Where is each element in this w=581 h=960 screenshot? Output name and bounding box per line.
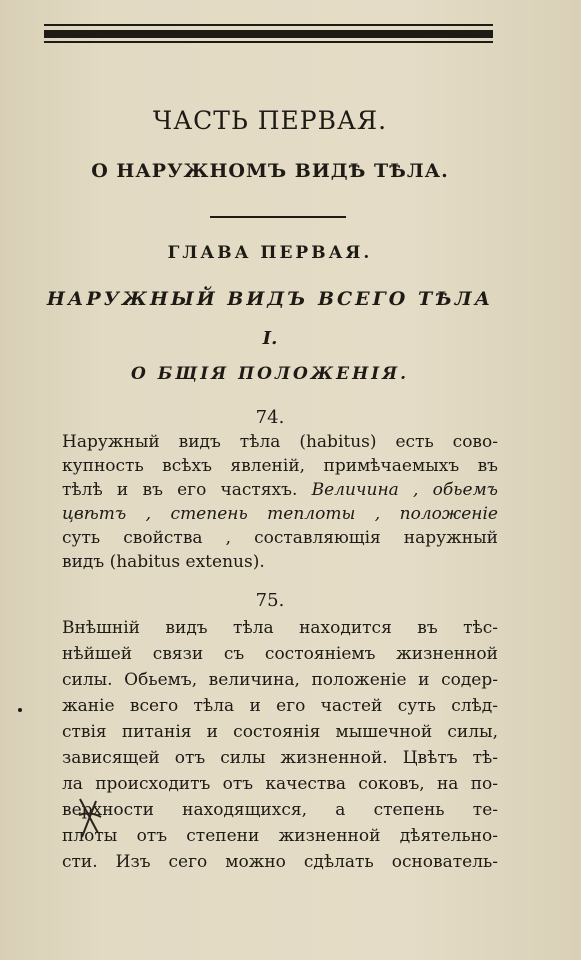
text-line: видъ (habitus extenus). bbox=[62, 552, 265, 572]
text-line: сти. Изъ сего можно сдѣлать основатель- bbox=[62, 852, 498, 872]
text-line: силы. Обьемъ, величина, положеніе и содер- bbox=[62, 670, 498, 690]
paragraph-75 bbox=[62, 615, 498, 875]
margin-dot bbox=[18, 708, 22, 712]
text-line bbox=[62, 502, 498, 526]
text-line: купность всѣхъ явленій, примѣчаемыхъ въ bbox=[62, 456, 498, 476]
part-subtitle: О НАРУЖНОМЪ ВИДѢ ТѢЛА. bbox=[91, 160, 449, 182]
text-run: тѣлѣ и въ его частяхъ. bbox=[62, 480, 312, 500]
text-line: зависящей отъ силы жизненной. Цвѣтъ тѣ- bbox=[62, 748, 498, 768]
paragraph-number: 75. bbox=[255, 590, 285, 611]
paragraph-number: 74. bbox=[255, 407, 285, 428]
text-line: жаніе всего тѣла и его частей суть слѣд- bbox=[62, 696, 498, 716]
text-line: плоты отъ степени жизненной дѣятельно- bbox=[62, 826, 498, 846]
text-line: Наружный видъ тѣла (habitus) есть сово- bbox=[62, 432, 498, 452]
top-ornamental-rule bbox=[44, 24, 493, 43]
text-line: Внѣшній видъ тѣла находится въ тѣс- bbox=[62, 618, 498, 638]
section-divider bbox=[210, 216, 346, 218]
paragraph-74 bbox=[62, 430, 498, 574]
text-line: верхности находящихся, а степень те- bbox=[62, 800, 498, 820]
chapter-subtitle: НАРУЖНЫЙ ВИДЪ ВСЕГО ТѢЛА bbox=[46, 288, 494, 310]
section-number: I. bbox=[262, 328, 278, 349]
part-title: ЧАСТЬ ПЕРВАЯ. bbox=[152, 106, 388, 135]
chapter-title: ГЛАВА ПЕРВАЯ. bbox=[167, 243, 373, 263]
text-line: ла происходитъ отъ качества соковъ, на по- bbox=[62, 774, 498, 794]
italic-text-run: цвѣтъ , степень теплоты , положеніе bbox=[62, 504, 498, 524]
text-line: суть свойства , составляющія наружный bbox=[62, 528, 498, 548]
text-line bbox=[62, 478, 498, 502]
italic-text-run: Величина , обьемъ bbox=[311, 480, 499, 500]
text-line: ствія питанія и состоянія мышечной силы, bbox=[62, 722, 498, 742]
handwritten-mark-icon bbox=[76, 797, 104, 839]
section-title: О БЩІЯ ПОЛОЖЕНІЯ. bbox=[131, 364, 409, 384]
text-line: нѣйшей связи съ состояніемъ жизненной bbox=[62, 644, 498, 664]
